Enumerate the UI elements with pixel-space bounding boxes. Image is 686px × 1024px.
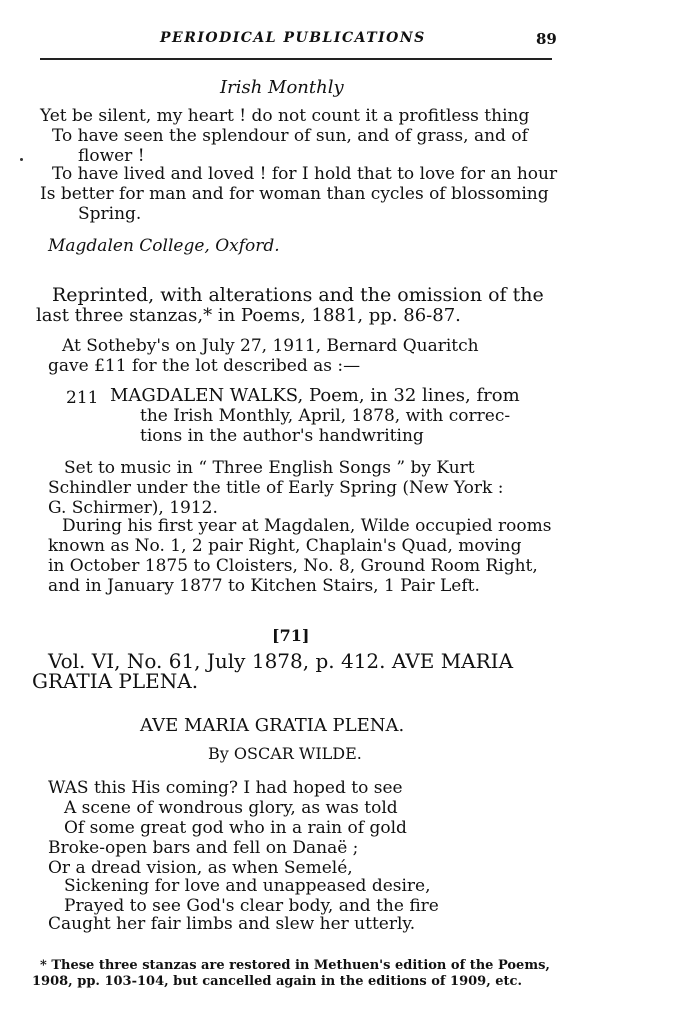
place-signature: Magdalen College, Oxford. — [48, 236, 280, 256]
reprint-note-line: Reprinted, with alterations and the omission of the — [52, 284, 544, 306]
verse-line: Spring. — [78, 204, 142, 224]
sale-note-line: gave £11 for the lot described as :— — [48, 356, 361, 376]
lot-description-line: tions in the author's handwriting — [140, 426, 424, 446]
entry-heading-line: GRATIA PLENA. — [32, 669, 199, 693]
poem-title: AVE MARIA GRATIA PLENA. — [140, 715, 405, 736]
poem-line: Prayed to see God's clear body, and the fire — [64, 896, 439, 916]
poem-line: Of some great god who in a rain of gold — [64, 818, 407, 838]
music-note-line: Schindler under the title of Early Spring (New York : — [48, 478, 504, 498]
verse-line: Yet be silent, my heart ! do not count it a profitless thing — [40, 106, 530, 126]
header-rule — [40, 58, 552, 60]
rooms-note-line: and in January 1877 to Kitchen Stairs, 1 Pair Left. — [48, 576, 480, 596]
rooms-note-line: known as No. 1, 2 pair Right, Chaplain's Quad, moving — [48, 536, 522, 556]
sale-note-line: At Sotheby's on July 27, 1911, Bernard Quaritch — [62, 336, 479, 356]
entry-number: [71] — [272, 626, 310, 645]
page-header — [0, 30, 686, 50]
music-note-line: G. Schirmer), 1912. — [48, 498, 218, 518]
verse-line: To have lived and loved ! for I hold that to love for an hour — [52, 164, 558, 184]
page-number: 89 — [536, 30, 557, 48]
rooms-note-line: in October 1875 to Cloisters, No. 8, Ground Room Right, — [48, 556, 538, 576]
footnote-line: 1908, pp. 103-104, but cancelled again in the editions of 1909, etc. — [32, 974, 522, 989]
poem-line: Caught her fair limbs and slew her utterly. — [48, 914, 416, 934]
lot-description-line: MAGDALEN WALKS, Poem, in 32 lines, from — [110, 385, 520, 406]
footnote-line: * These three stanzas are restored in Methuen's edition of the Poems, — [40, 958, 550, 973]
verse-line: flower ! — [78, 146, 145, 166]
rooms-note-line: During his first year at Magdalen, Wilde occupied rooms — [62, 516, 552, 536]
verse-line: Is better for man and for woman than cycles of blossoming — [40, 184, 549, 204]
poem-line: Sickening for love and unappeased desire, — [64, 876, 431, 896]
poem-line: WAS this His coming? I had hoped to see — [48, 778, 403, 798]
poem-line: A scene of wondrous glory, as was told — [64, 798, 398, 818]
reprint-note-line: last three stanzas,* in Poems, 1881, pp. 86-87. — [36, 305, 461, 326]
lot-description-line: the Irish Monthly, April, 1878, with correc- — [140, 406, 511, 426]
margin-dot — [20, 158, 23, 161]
section-title: Irish Monthly — [220, 77, 344, 98]
entry-heading-line: Vol. VI, No. 61, July 1878, p. 412. AVE MARIA — [48, 649, 514, 673]
running-head: PERIODICAL PUBLICATIONS — [160, 30, 426, 46]
lot-number: 211 — [66, 388, 99, 408]
music-note-line: Set to music in “ Three English Songs ” by Kurt — [64, 458, 475, 478]
verse-line: To have seen the splendour of sun, and of grass, and of — [52, 126, 528, 146]
poem-line: Or a dread vision, as when Semelé, — [48, 858, 353, 878]
poem-byline: By OSCAR WILDE. — [208, 744, 362, 763]
poem-line: Broke-open bars and fell on Danaë ; — [48, 838, 359, 858]
